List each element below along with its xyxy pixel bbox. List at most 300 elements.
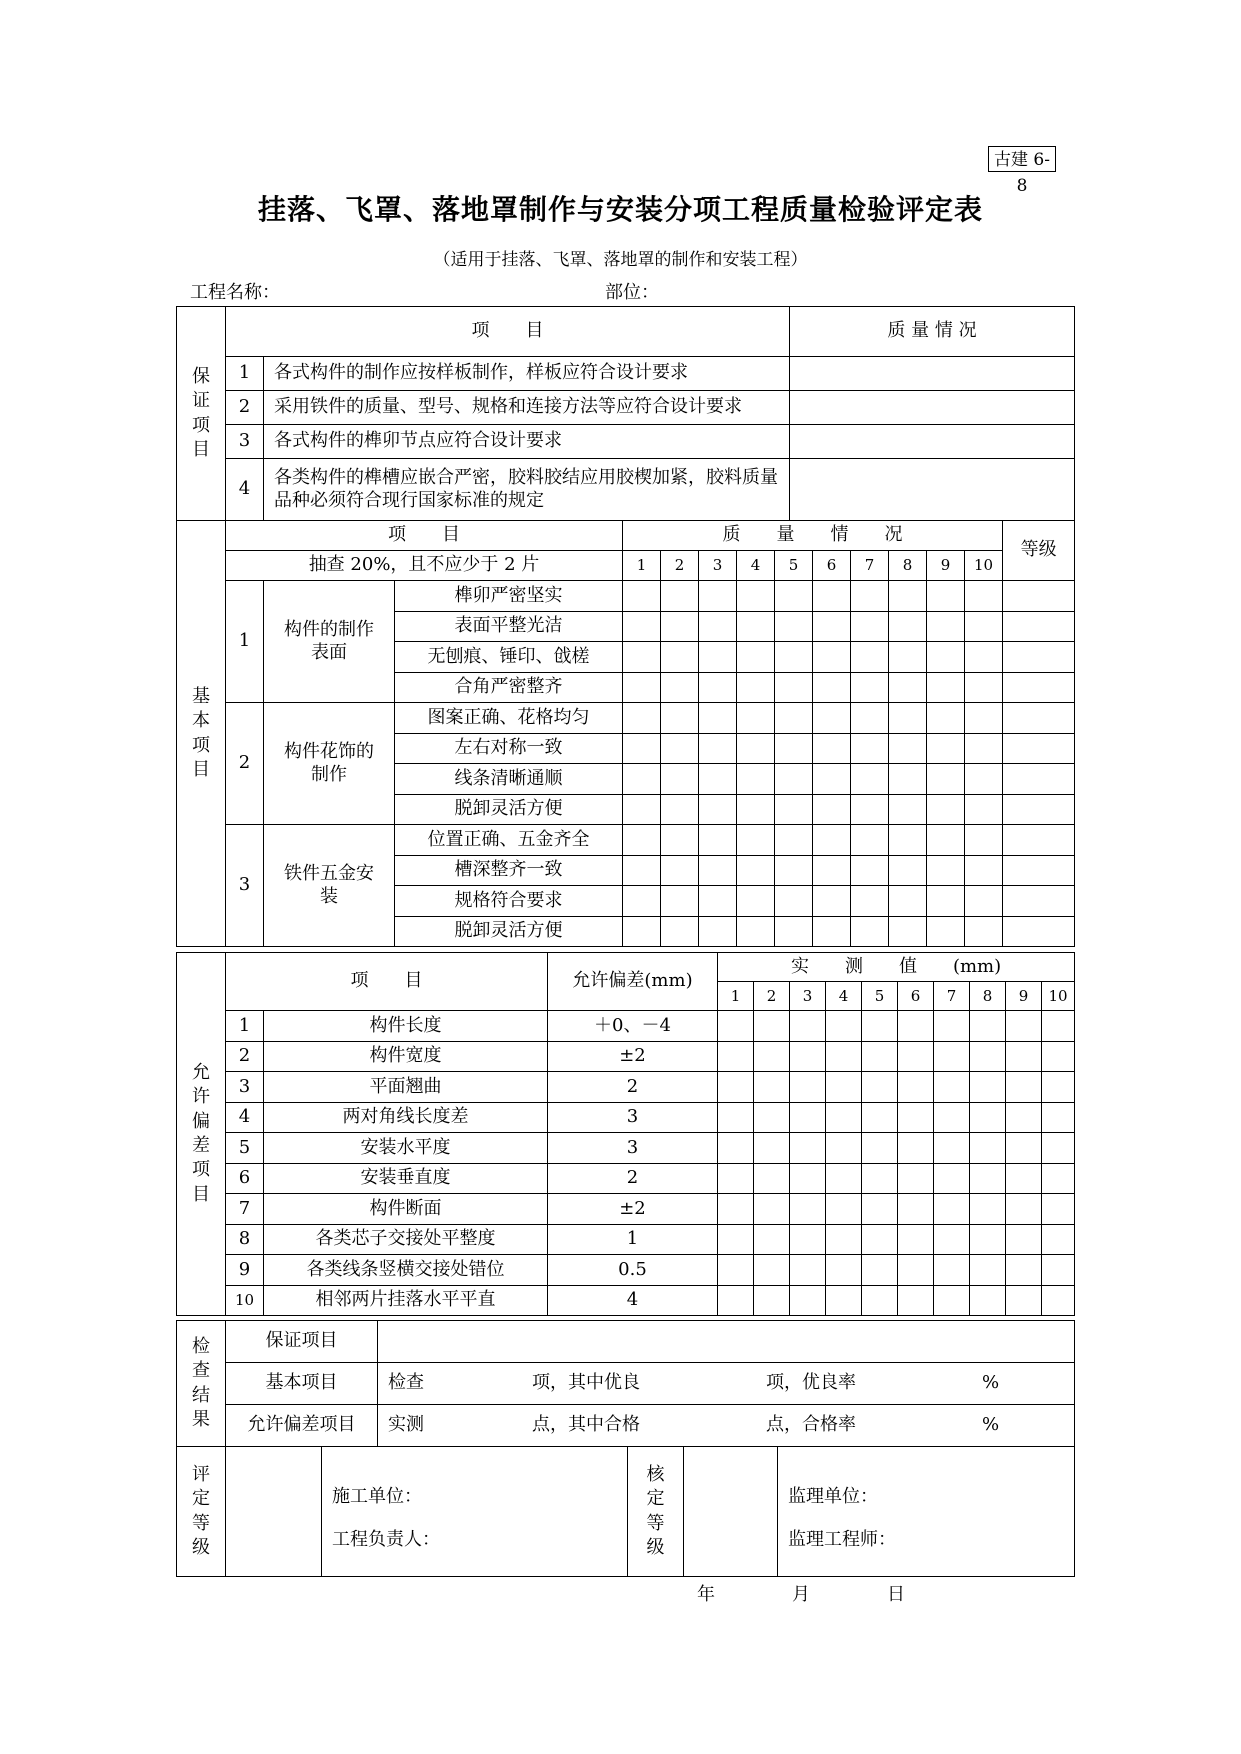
basic-quality-cell[interactable]	[775, 581, 813, 612]
basic-quality-cell[interactable]	[661, 825, 699, 856]
basic-quality-cell[interactable]	[813, 886, 851, 917]
basic-quality-cell[interactable]	[699, 825, 737, 856]
basic-grade-cell[interactable]	[1003, 825, 1075, 856]
deviation-measured-cell[interactable]	[1042, 1255, 1075, 1286]
basic-quality-cell[interactable]	[965, 855, 1003, 886]
deviation-measured-cell[interactable]	[826, 1255, 862, 1286]
basic-sample-note: 抽查 20%，且不应少于 2 片	[226, 551, 623, 581]
basic-quality-cell[interactable]	[775, 794, 813, 825]
basic-quality-cell[interactable]	[661, 886, 699, 917]
deviation-measured-cell[interactable]	[718, 1194, 754, 1225]
guarantee-quality-cell[interactable]	[790, 357, 1075, 391]
basic-quality-cell[interactable]	[737, 733, 775, 764]
deviation-measured-cell[interactable]	[754, 1224, 790, 1255]
rating-table	[176, 1446, 1075, 1577]
basic-quality-cell[interactable]	[699, 581, 737, 612]
basic-item-label: 榫卯严密坚实	[395, 581, 623, 612]
basic-quality-cell[interactable]	[775, 855, 813, 886]
deviation-measured-cell[interactable]	[862, 1041, 898, 1072]
deviation-measured-cell[interactable]	[934, 1102, 970, 1133]
basic-quality-cell[interactable]	[623, 794, 661, 825]
basic-quality-cell[interactable]	[623, 733, 661, 764]
deviation-item-label: 构件宽度	[264, 1041, 548, 1072]
basic-quality-cell[interactable]	[661, 703, 699, 734]
deviation-allow-value: 3	[548, 1133, 718, 1164]
deviation-measured-cell[interactable]	[970, 1285, 1006, 1316]
basic-quality-cell[interactable]	[775, 764, 813, 795]
basic-quality-cell[interactable]	[889, 764, 927, 795]
basic-quality-cell[interactable]	[965, 642, 1003, 673]
deviation-measured-cell[interactable]	[826, 1102, 862, 1133]
basic-quality-cell[interactable]	[851, 825, 889, 856]
basic-quality-cell[interactable]	[889, 703, 927, 734]
check-basic-label: 基本项目	[226, 1363, 378, 1405]
basic-quality-cell[interactable]	[775, 916, 813, 947]
deviation-measured-cell[interactable]	[754, 1255, 790, 1286]
deviation-measured-cell[interactable]	[790, 1163, 826, 1194]
basic-quality-cell[interactable]	[737, 916, 775, 947]
deviation-measured-cell[interactable]	[862, 1102, 898, 1133]
basic-quality-cell[interactable]	[927, 794, 965, 825]
basic-quality-cell[interactable]	[737, 611, 775, 642]
basic-quality-cell[interactable]	[737, 825, 775, 856]
basic-quality-cell[interactable]	[813, 764, 851, 795]
basic-grade-cell[interactable]	[1003, 611, 1075, 642]
deviation-measured-cell[interactable]	[934, 1041, 970, 1072]
deviation-measured-cell[interactable]	[1042, 1224, 1075, 1255]
deviation-measured-cell[interactable]	[862, 1163, 898, 1194]
deviation-measured-cell[interactable]	[754, 1133, 790, 1164]
deviation-row-no: 7	[226, 1194, 264, 1225]
basic-quality-cell[interactable]	[737, 581, 775, 612]
deviation-measured-cell[interactable]	[862, 1255, 898, 1286]
deviation-measured-cell[interactable]	[826, 1285, 862, 1316]
basic-col-header: 1	[623, 551, 661, 581]
basic-quality-cell[interactable]	[927, 642, 965, 673]
basic-quality-cell[interactable]	[927, 611, 965, 642]
basic-quality-cell[interactable]	[965, 611, 1003, 642]
deviation-measured-cell[interactable]	[826, 1041, 862, 1072]
basic-quality-cell[interactable]	[737, 886, 775, 917]
deviation-measured-cell[interactable]	[898, 1255, 934, 1286]
deviation-measured-cell[interactable]	[718, 1285, 754, 1316]
deviation-measured-cell[interactable]	[862, 1285, 898, 1316]
deviation-measured-cell[interactable]	[790, 1011, 826, 1042]
deviation-col-header: 1	[718, 982, 754, 1011]
basic-group-no: 1	[226, 581, 264, 703]
deviation-measured-cell[interactable]	[790, 1072, 826, 1103]
deviation-measured-cell[interactable]	[1006, 1163, 1042, 1194]
basic-grade-cell[interactable]	[1003, 581, 1075, 612]
deviation-item-label: 各类线条竖横交接处错位	[264, 1255, 548, 1286]
basic-grade-cell[interactable]	[1003, 642, 1075, 673]
basic-quality-cell[interactable]	[965, 703, 1003, 734]
deviation-measured-cell[interactable]	[934, 1072, 970, 1103]
deviation-measured-cell[interactable]	[970, 1194, 1006, 1225]
check-section-text: 检 查 结 果	[192, 1335, 210, 1430]
basic-quality-cell[interactable]	[851, 611, 889, 642]
basic-quality-cell[interactable]	[737, 794, 775, 825]
deviation-measured-cell[interactable]	[718, 1255, 754, 1286]
basic-quality-cell[interactable]	[623, 764, 661, 795]
deviation-measured-cell[interactable]	[718, 1041, 754, 1072]
basic-quality-cell[interactable]	[699, 672, 737, 703]
basic-quality-cell[interactable]	[851, 886, 889, 917]
basic-quality-cell[interactable]	[813, 642, 851, 673]
basic-quality-cell[interactable]	[813, 672, 851, 703]
deviation-measured-cell[interactable]	[718, 1224, 754, 1255]
basic-quality-cell[interactable]	[851, 581, 889, 612]
basic-quality-cell[interactable]	[851, 642, 889, 673]
deviation-measured-cell[interactable]	[970, 1011, 1006, 1042]
basic-item-label: 槽深整齐一致	[395, 855, 623, 886]
basic-quality-cell[interactable]	[623, 611, 661, 642]
basic-quality-cell[interactable]	[889, 672, 927, 703]
basic-quality-cell[interactable]	[851, 733, 889, 764]
deviation-measured-cell[interactable]	[1042, 1163, 1075, 1194]
basic-quality-cell[interactable]	[623, 642, 661, 673]
deviation-measured-cell[interactable]	[898, 1072, 934, 1103]
deviation-measured-cell[interactable]	[1006, 1072, 1042, 1103]
basic-quality-cell[interactable]	[965, 733, 1003, 764]
basic-quality-cell[interactable]	[927, 825, 965, 856]
deviation-measured-cell[interactable]	[790, 1133, 826, 1164]
basic-col-header: 8	[889, 551, 927, 581]
basic-grade-cell[interactable]	[1003, 703, 1075, 734]
basic-quality-cell[interactable]	[661, 611, 699, 642]
basic-item-label: 左右对称一致	[395, 733, 623, 764]
deviation-col-header: 8	[970, 982, 1006, 1011]
basic-quality-cell[interactable]	[813, 916, 851, 947]
basic-quality-cell[interactable]	[661, 733, 699, 764]
basic-item-label: 脱卸灵活方便	[395, 916, 623, 947]
date-day: 日	[887, 1584, 905, 1605]
deviation-measured-cell[interactable]	[790, 1224, 826, 1255]
guarantee-quality-cell[interactable]	[790, 391, 1075, 425]
check-guarantee-cell[interactable]	[378, 1321, 1075, 1363]
deviation-row-no: 2	[226, 1041, 264, 1072]
deviation-measured-cell[interactable]	[754, 1041, 790, 1072]
basic-quality-cell[interactable]	[813, 581, 851, 612]
deviation-measured-cell[interactable]	[790, 1102, 826, 1133]
page-subtitle: （适用于挂落、飞罩、落地罩的制作和安装工程）	[433, 250, 808, 270]
basic-grade-cell[interactable]	[1003, 794, 1075, 825]
deviation-measured-cell[interactable]	[970, 1072, 1006, 1103]
deviation-row-no: 5	[226, 1133, 264, 1164]
basic-quality-cell[interactable]	[965, 581, 1003, 612]
deviation-measured-cell[interactable]	[1006, 1224, 1042, 1255]
basic-group-name: 构件的制作表面	[264, 581, 395, 703]
guarantee-quality-cell[interactable]	[790, 459, 1075, 521]
basic-item-label: 规格符合要求	[395, 886, 623, 917]
deviation-measured-cell[interactable]	[970, 1163, 1006, 1194]
basic-quality-cell[interactable]	[927, 672, 965, 703]
deviation-measured-cell[interactable]	[970, 1255, 1006, 1286]
basic-section-label	[177, 521, 226, 947]
deviation-row-no: 9	[226, 1255, 264, 1286]
guarantee-section-label	[177, 307, 226, 521]
construction-block	[322, 1447, 628, 1577]
basic-grade-cell[interactable]	[1003, 733, 1075, 764]
basic-quality-cell[interactable]	[699, 733, 737, 764]
deviation-col-header: 10	[1042, 982, 1075, 1011]
guarantee-quality-cell[interactable]	[790, 425, 1075, 459]
basic-quality-cell[interactable]	[889, 733, 927, 764]
basic-quality-cell[interactable]	[775, 886, 813, 917]
date-year: 年	[697, 1584, 715, 1605]
deviation-measured-cell[interactable]	[754, 1285, 790, 1316]
basic-quality-cell[interactable]	[851, 916, 889, 947]
basic-group-name: 铁件五金安装	[264, 825, 395, 947]
basic-quality-cell[interactable]	[699, 611, 737, 642]
deviation-measured-cell[interactable]	[970, 1224, 1006, 1255]
basic-quality-cell[interactable]	[851, 672, 889, 703]
deviation-allow-value: 0.5	[548, 1255, 718, 1286]
deviation-measured-cell[interactable]	[754, 1011, 790, 1042]
basic-quality-cell[interactable]	[623, 886, 661, 917]
basic-quality-cell[interactable]	[851, 794, 889, 825]
guarantee-no: 1	[226, 357, 264, 391]
deviation-measured-cell[interactable]	[898, 1102, 934, 1133]
rating-grade-cell[interactable]	[226, 1447, 322, 1577]
deviation-measured-cell[interactable]	[790, 1041, 826, 1072]
deviation-measured-cell[interactable]	[898, 1133, 934, 1164]
deviation-measured-cell[interactable]	[826, 1194, 862, 1225]
deviation-col-header: 4	[826, 982, 862, 1011]
deviation-measured-cell[interactable]	[1042, 1011, 1075, 1042]
deviation-item-label: 安装水平度	[264, 1133, 548, 1164]
basic-quality-cell[interactable]	[699, 764, 737, 795]
basic-quality-cell[interactable]	[775, 825, 813, 856]
basic-grade-cell[interactable]	[1003, 916, 1075, 947]
basic-quality-cell[interactable]	[699, 916, 737, 947]
deviation-row-no: 1	[226, 1011, 264, 1042]
deviation-measured-cell[interactable]	[1006, 1041, 1042, 1072]
basic-quality-cell[interactable]	[927, 703, 965, 734]
deviation-measured-cell[interactable]	[754, 1102, 790, 1133]
deviation-measured-cell[interactable]	[970, 1133, 1006, 1164]
deviation-measured-cell[interactable]	[718, 1133, 754, 1164]
basic-col-header: 7	[851, 551, 889, 581]
basic-item-label: 脱卸灵活方便	[395, 794, 623, 825]
basic-quality-cell[interactable]	[737, 764, 775, 795]
deviation-measured-cell[interactable]	[970, 1102, 1006, 1133]
deviation-measured-cell[interactable]	[1042, 1041, 1075, 1072]
check-basic-text[interactable]: 检查 项，其中优良 项，优良率 %	[378, 1363, 1075, 1405]
guarantee-text: 各类构件的榫槽应嵌合严密，胶料胶结应用胶楔加紧，胶料质量品种必须符合现行国家标准的规定	[264, 459, 790, 521]
basic-col-header: 5	[775, 551, 813, 581]
deviation-measured-cell[interactable]	[934, 1285, 970, 1316]
basic-quality-cell[interactable]	[699, 794, 737, 825]
deviation-measured-cell[interactable]	[1042, 1072, 1075, 1103]
project-leader-label: 工程负责人：	[332, 1529, 440, 1551]
basic-quality-cell[interactable]	[661, 916, 699, 947]
basic-quality-cell[interactable]	[623, 916, 661, 947]
basic-quality-cell[interactable]	[851, 855, 889, 886]
basic-quality-cell[interactable]	[661, 581, 699, 612]
basic-grade-cell[interactable]	[1003, 855, 1075, 886]
deviation-measured-cell[interactable]	[898, 1224, 934, 1255]
basic-quality-cell[interactable]	[927, 581, 965, 612]
basic-quality-cell[interactable]	[737, 703, 775, 734]
verify-grade-cell[interactable]	[684, 1447, 778, 1577]
deviation-item-label: 构件长度	[264, 1011, 548, 1042]
basic-quality-cell[interactable]	[775, 611, 813, 642]
basic-quality-cell[interactable]	[965, 672, 1003, 703]
basic-quality-cell[interactable]	[737, 642, 775, 673]
deviation-measured-cell[interactable]	[934, 1194, 970, 1225]
deviation-measured-cell[interactable]	[862, 1224, 898, 1255]
deviation-measured-cell[interactable]	[1006, 1194, 1042, 1225]
check-dev-text[interactable]: 实测 点，其中合格 点，合格率 %	[378, 1405, 1075, 1447]
deviation-measured-cell[interactable]	[754, 1072, 790, 1103]
basic-quality-cell[interactable]	[927, 886, 965, 917]
check-section-label	[177, 1321, 226, 1447]
basic-quality-cell[interactable]	[889, 642, 927, 673]
basic-quality-cell[interactable]	[889, 611, 927, 642]
basic-grade-cell[interactable]	[1003, 764, 1075, 795]
basic-quality-cell[interactable]	[775, 703, 813, 734]
basic-quality-cell[interactable]	[889, 855, 927, 886]
basic-quality-cell[interactable]	[623, 672, 661, 703]
check-dev-label: 允许偏差项目	[226, 1405, 378, 1447]
deviation-item-label: 构件断面	[264, 1194, 548, 1225]
basic-quality-cell[interactable]	[661, 764, 699, 795]
rating-section-text: 评 定 等 级	[192, 1463, 210, 1558]
basic-quality-cell[interactable]	[699, 886, 737, 917]
basic-item-label: 线条清晰通顺	[395, 764, 623, 795]
basic-quality-cell[interactable]	[699, 855, 737, 886]
basic-grade-cell[interactable]	[1003, 886, 1075, 917]
check-table	[176, 1320, 1075, 1447]
basic-quality-cell[interactable]	[927, 764, 965, 795]
basic-quality-cell[interactable]	[737, 672, 775, 703]
deviation-allow-value: 2	[548, 1072, 718, 1103]
deviation-measured-cell[interactable]	[1042, 1102, 1075, 1133]
basic-quality-cell[interactable]	[851, 764, 889, 795]
deviation-measured-cell[interactable]	[934, 1133, 970, 1164]
deviation-measured-cell[interactable]	[718, 1011, 754, 1042]
basic-quality-cell[interactable]	[775, 733, 813, 764]
basic-quality-cell[interactable]	[623, 581, 661, 612]
deviation-measured-cell[interactable]	[934, 1011, 970, 1042]
deviation-measured-cell[interactable]	[862, 1011, 898, 1042]
basic-quality-cell[interactable]	[699, 703, 737, 734]
basic-quality-cell[interactable]	[889, 825, 927, 856]
deviation-measured-cell[interactable]	[898, 1285, 934, 1316]
basic-quality-cell[interactable]	[851, 703, 889, 734]
guarantee-no: 3	[226, 425, 264, 459]
basic-quality-cell[interactable]	[623, 703, 661, 734]
deviation-measured-cell[interactable]	[1006, 1011, 1042, 1042]
deviation-measured-cell[interactable]	[790, 1255, 826, 1286]
basic-grade-cell[interactable]	[1003, 672, 1075, 703]
deviation-measured-cell[interactable]	[826, 1011, 862, 1042]
basic-quality-cell[interactable]	[775, 642, 813, 673]
deviation-measured-cell[interactable]	[970, 1041, 1006, 1072]
deviation-measured-cell[interactable]	[1006, 1255, 1042, 1286]
basic-quality-cell[interactable]	[623, 855, 661, 886]
deviation-measured-cell[interactable]	[754, 1163, 790, 1194]
deviation-measured-cell[interactable]	[1006, 1285, 1042, 1316]
basic-quality-cell[interactable]	[813, 611, 851, 642]
deviation-measured-cell[interactable]	[898, 1011, 934, 1042]
basic-quality-cell[interactable]	[889, 886, 927, 917]
basic-col-header: 10	[965, 551, 1003, 581]
basic-quality-cell[interactable]	[813, 794, 851, 825]
deviation-col-header: 6	[898, 982, 934, 1011]
deviation-measured-cell[interactable]	[862, 1194, 898, 1225]
deviation-measured-cell[interactable]	[1042, 1194, 1075, 1225]
basic-quality-cell[interactable]	[813, 825, 851, 856]
deviation-measured-cell[interactable]	[826, 1163, 862, 1194]
basic-quality-cell[interactable]	[699, 642, 737, 673]
basic-col-header: 6	[813, 551, 851, 581]
deviation-col-header: 7	[934, 982, 970, 1011]
basic-quality-cell[interactable]	[661, 855, 699, 886]
basic-quality-cell[interactable]	[889, 794, 927, 825]
deviation-measured-cell[interactable]	[898, 1163, 934, 1194]
deviation-measured-cell[interactable]	[790, 1194, 826, 1225]
basic-quality-cell[interactable]	[965, 825, 1003, 856]
deviation-measured-cell[interactable]	[934, 1255, 970, 1286]
basic-col-header: 3	[699, 551, 737, 581]
deviation-measured-cell[interactable]	[718, 1163, 754, 1194]
deviation-measured-cell[interactable]	[790, 1285, 826, 1316]
deviation-measured-cell[interactable]	[718, 1102, 754, 1133]
basic-quality-cell[interactable]	[813, 733, 851, 764]
deviation-allow-value: 3	[548, 1102, 718, 1133]
deviation-measured-cell[interactable]	[934, 1163, 970, 1194]
basic-quality-cell[interactable]	[965, 794, 1003, 825]
basic-quality-cell[interactable]	[927, 733, 965, 764]
basic-quality-cell[interactable]	[889, 581, 927, 612]
basic-quality-cell[interactable]	[965, 916, 1003, 947]
basic-quality-cell[interactable]	[661, 642, 699, 673]
deviation-measured-cell[interactable]	[898, 1041, 934, 1072]
deviation-measured-cell[interactable]	[718, 1072, 754, 1103]
basic-quality-cell[interactable]	[813, 703, 851, 734]
basic-quality-cell[interactable]	[623, 825, 661, 856]
deviation-measured-cell[interactable]	[934, 1224, 970, 1255]
deviation-measured-cell[interactable]	[1006, 1102, 1042, 1133]
basic-quality-cell[interactable]	[965, 764, 1003, 795]
deviation-measured-cell[interactable]	[1042, 1285, 1075, 1316]
basic-col-header: 2	[661, 551, 699, 581]
deviation-measured-cell[interactable]	[862, 1072, 898, 1103]
deviation-measured-cell[interactable]	[1042, 1133, 1075, 1164]
basic-quality-cell[interactable]	[927, 916, 965, 947]
basic-quality-cell[interactable]	[927, 855, 965, 886]
basic-quality-cell[interactable]	[737, 855, 775, 886]
basic-quality-cell[interactable]	[813, 855, 851, 886]
deviation-measured-cell[interactable]	[754, 1194, 790, 1225]
basic-quality-cell[interactable]	[775, 672, 813, 703]
deviation-measured-cell[interactable]	[826, 1072, 862, 1103]
deviation-measured-cell[interactable]	[1006, 1133, 1042, 1164]
basic-quality-cell[interactable]	[889, 916, 927, 947]
deviation-measured-cell[interactable]	[898, 1194, 934, 1225]
deviation-row-no: 8	[226, 1224, 264, 1255]
deviation-measured-cell[interactable]	[862, 1133, 898, 1164]
rating-section-label	[177, 1447, 226, 1577]
basic-quality-cell[interactable]	[661, 672, 699, 703]
deviation-measured-cell[interactable]	[826, 1224, 862, 1255]
basic-quality-cell[interactable]	[965, 886, 1003, 917]
deviation-row-no: 3	[226, 1072, 264, 1103]
basic-quality-cell[interactable]	[661, 794, 699, 825]
deviation-measured-cell[interactable]	[826, 1133, 862, 1164]
